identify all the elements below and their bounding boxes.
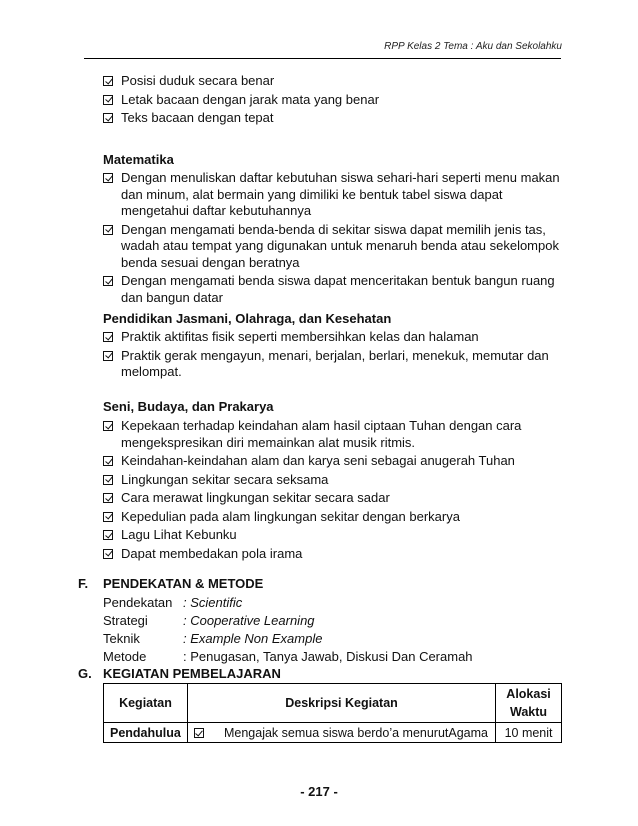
list-item: Dapat membedakan pola irama bbox=[103, 546, 563, 563]
approach-method-list bbox=[103, 594, 523, 666]
pjok-heading: Pendidikan Jasmani, Olahraga, dan Kesehatan bbox=[103, 311, 392, 326]
table-row bbox=[104, 723, 562, 743]
checkbox-icon bbox=[103, 421, 113, 431]
list-item: Lingkungan sekitar secara seksama bbox=[103, 472, 563, 489]
list-item: Dengan mengamati benda-benda di sekitar siswa dapat memilih jenis tas, wadah atau tempat yang digunakan untuk menaruh benda atau sekelompok benda sesuai dengan beratnya bbox=[103, 222, 563, 272]
list-item: Posisi duduk secara benar bbox=[103, 73, 563, 90]
checkbox-icon bbox=[103, 351, 113, 361]
page-number: - 217 - bbox=[300, 784, 338, 799]
header-deskripsi: Deskripsi Kegiatan bbox=[187, 684, 495, 723]
checkbox-icon bbox=[103, 530, 113, 540]
checkbox-icon bbox=[103, 173, 113, 183]
list-item: Dengan mengamati benda siswa dapat menceritakan bentuk bangun ruang dan bangun datar bbox=[103, 273, 563, 306]
section-f-letter: F. bbox=[78, 576, 89, 591]
activities-table bbox=[103, 683, 562, 743]
meta-row: Pendekatan : Scientific bbox=[103, 595, 243, 610]
top-checklist bbox=[103, 73, 563, 129]
table-header-row bbox=[104, 684, 562, 723]
checkbox-icon bbox=[103, 113, 113, 123]
checkbox-icon bbox=[103, 475, 113, 485]
checkbox-icon bbox=[194, 728, 204, 738]
checkbox-icon bbox=[103, 549, 113, 559]
checkbox-icon bbox=[103, 493, 113, 503]
list-item: Kepedulian pada alam lingkungan sekitar dengan berkarya bbox=[103, 509, 563, 526]
sbdp-heading: Seni, Budaya, dan Prakarya bbox=[103, 399, 274, 414]
checkbox-icon bbox=[103, 95, 113, 105]
section-f-title: PENDEKATAN & METODE bbox=[103, 576, 264, 591]
meta-row: Teknik : Example Non Example bbox=[103, 631, 323, 646]
section-g-title: KEGIATAN PEMBELAJARAN bbox=[103, 666, 281, 681]
header-alokasi: Alokasi bbox=[506, 687, 551, 701]
list-item: Cara merawat lingkungan sekitar secara sadar bbox=[103, 490, 563, 507]
checkbox-icon bbox=[103, 332, 113, 342]
cell-deskripsi: Mengajak semua siswa berdo’a menurutAgama bbox=[187, 723, 495, 743]
checkbox-icon bbox=[103, 225, 113, 235]
pjok-list bbox=[103, 329, 563, 383]
checkbox-icon bbox=[103, 276, 113, 286]
matematika-list bbox=[103, 170, 563, 308]
list-item: Praktik gerak mengayun, menari, berjalan, berlari, menekuk, memutar dan melompat. bbox=[103, 348, 563, 381]
list-item: Lagu Lihat Kebunku bbox=[103, 527, 563, 544]
section-g-letter: G. bbox=[78, 666, 92, 681]
header-kegiatan: Kegiatan bbox=[104, 684, 188, 723]
sbdp-list bbox=[103, 418, 563, 564]
list-item: Kepekaan terhadap keindahan alam hasil ciptaan Tuhan dengan cara mengekspresikan diri memainkan alat musik ritmis. bbox=[103, 418, 563, 451]
checkbox-icon bbox=[103, 456, 113, 466]
header-waktu: Waktu bbox=[510, 705, 548, 719]
header-alokasi-waktu bbox=[496, 684, 562, 723]
list-item: Teks bacaan dengan tepat bbox=[103, 110, 563, 127]
list-item: Keindahan-keindahan alam dan karya seni sebagai anugerah Tuhan bbox=[103, 453, 563, 470]
meta-row: Metode : Penugasan, Tanya Jawab, Diskusi Dan Ceramah bbox=[103, 649, 473, 664]
checkbox-icon bbox=[103, 76, 113, 86]
list-item: Praktik aktifitas fisik seperti membersihkan kelas dan halaman bbox=[103, 329, 563, 346]
running-header: RPP Kelas 2 Tema : Aku dan Sekolahku bbox=[384, 41, 562, 52]
cell-waktu: 10 menit bbox=[496, 723, 562, 743]
header-rule bbox=[84, 58, 561, 59]
matematika-heading: Matematika bbox=[103, 152, 174, 167]
cell-kegiatan: Pendahulua bbox=[104, 723, 188, 743]
checkbox-icon bbox=[103, 512, 113, 522]
list-item: Letak bacaan dengan jarak mata yang benar bbox=[103, 92, 563, 109]
meta-row: Strategi : Cooperative Learning bbox=[103, 613, 315, 628]
list-item: Dengan menuliskan daftar kebutuhan siswa sehari-hari seperti menu makan dan minum, alat bermain yang dimiliki ke bentuk tabel siswa dapat mengetahui daftar kebutuhannya bbox=[103, 170, 563, 220]
